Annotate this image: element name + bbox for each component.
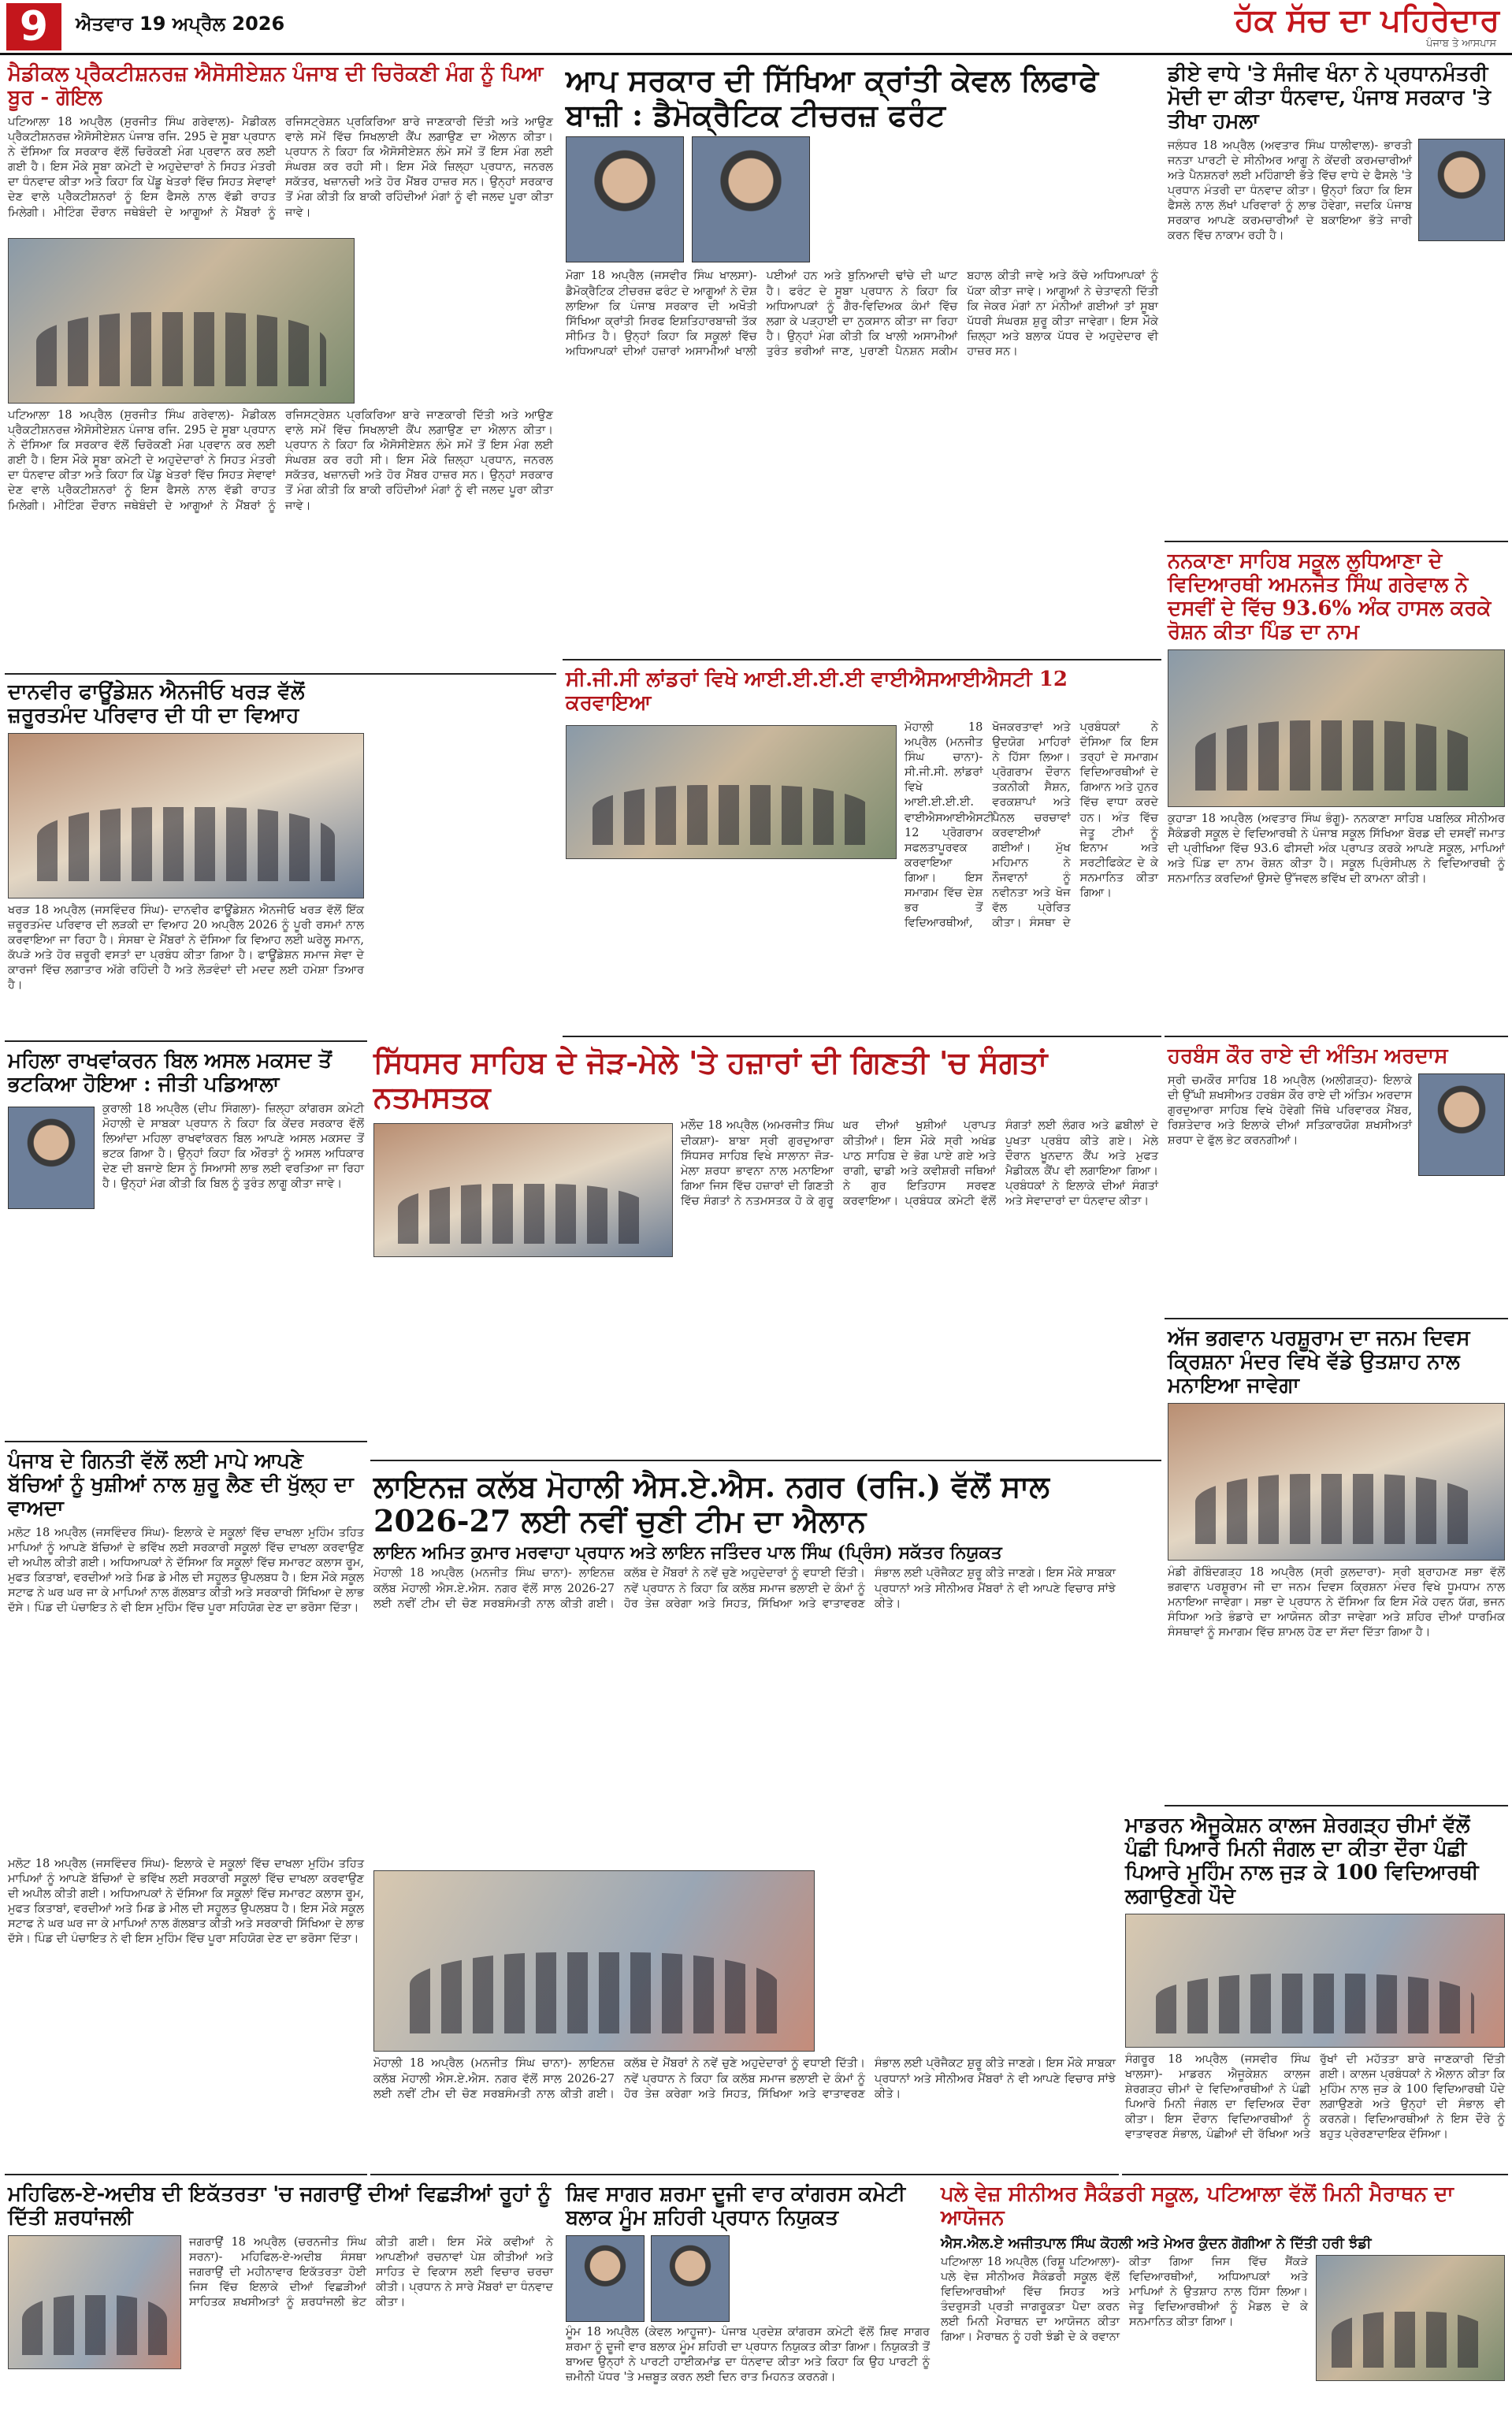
portrait-photo (1418, 1073, 1505, 1176)
story-cgc (563, 667, 1161, 1037)
portrait-photo (692, 136, 810, 262)
issue-date: ਐਤਵਾਰ 19 ਅਪ੍ਰੈਲ 2026 (76, 13, 285, 35)
article-body: ਸੰਗਰੂਰ 18 ਅਪ੍ਰੈਲ (ਜਸਵੀਰ ਸਿੰਘ ਖਾਲਸਾ)- ਮਾਡਰਨ ਐਜੂਕੇਸ਼ਨ ਕਾਲਜ ਸ਼ੇਰਗੜ੍ਹ ਚੀਮਾਂ ਦੇ ਵਿਦਿਆਰਥੀਆਂ ਨੇ ਪੰਛੀ ਪਿਆਰੇ ਮਿਨੀ ਜੰਗਲ ਦਾ ਵਿਦਿਅਕ ਦੌਰਾ ਕੀਤਾ। ਇਸ ਦੌਰਾਨ ਵਿਦਿਆਰਥੀਆਂ ਨੂੰ ਵਾਤਾਵਰਣ ਸੰਭਾਲ, ਪੰਛੀਆਂ ਦੀ ਰੱਖਿਆ ਅਤੇ ਰੁੱਖਾਂ ਦੀ ਮਹੱਤਤਾ ਬਾਰੇ ਜਾਣਕਾਰੀ ਦਿੱਤੀ ਗਈ। ਕਾਲਜ ਪ੍ਰਬੰਧਕਾਂ ਨੇ ਐਲਾਨ ਕੀਤਾ ਕਿ ਮੁਹਿੰਮ ਨਾਲ ਜੁੜ ਕੇ 100 ਵਿਦਿਆਰਥੀ ਪੌਦੇ ਲਗਾਉਣਗੇ ਅਤੇ ਉਨ੍ਹਾਂ ਦੀ ਸੰਭਾਲ ਵੀ ਕਰਨਗੇ। ਵਿਦਿਆਰਥੀਆਂ ਨੇ ਇਸ ਦੌਰੇ ਨੂੰ ਬਹੁਤ ਪ੍ਰੇਰਣਾਦਾਇਕ ਦੱਸਿਆ। (1125, 2052, 1505, 2141)
story-playways (938, 2182, 1508, 2406)
news-photo (1168, 649, 1505, 807)
portrait-photo (8, 1107, 95, 1209)
story-modern (1122, 1813, 1508, 2175)
headline: ਮਹਿਫਿਲ-ਏ-ਅਦੀਬ ਦੀ ਇਕੱਤਰਤਾ 'ਚ ਜਗਰਾਉਂ ਦੀਆਂ ਵਿਛੜੀਆਂ ਰੂਹਾਂ ਨੂੰ ਦਿੱਤੀ ਸ਼ਰਧਾਂਜਲੀ (8, 2182, 552, 2230)
article-body: ਮੋਗਾ 18 ਅਪ੍ਰੈਲ (ਜਸਵੀਰ ਸਿੰਘ ਖਾਲਸਾ)- ਡੈਮੋਕ੍ਰੈਟਿਕ ਟੀਚਰਜ਼ ਫਰੰਟ ਦੇ ਆਗੂਆਂ ਨੇ ਦੋਸ਼ ਲਾਇਆ ਕਿ ਪੰਜਾਬ ਸਰਕਾਰ ਦੀ ਅਖੌਤੀ ਸਿੱਖਿਆ ਕ੍ਰਾਂਤੀ ਸਿਰਫ ਇਸ਼ਤਿਹਾਰਬਾਜ਼ੀ ਤੱਕ ਸੀਮਿਤ ਹੈ। ਉਨ੍ਹਾਂ ਕਿਹਾ ਕਿ ਸਕੂਲਾਂ ਵਿੱਚ ਅਧਿਆਪਕਾਂ ਦੀਆਂ ਹਜ਼ਾਰਾਂ ਅਸਾਮੀਆਂ ਖਾਲੀ ਪਈਆਂ ਹਨ ਅਤੇ ਬੁਨਿਆਦੀ ਢਾਂਚੇ ਦੀ ਘਾਟ ਹੈ। ਫਰੰਟ ਦੇ ਸੂਬਾ ਪ੍ਰਧਾਨ ਨੇ ਕਿਹਾ ਕਿ ਅਧਿਆਪਕਾਂ ਨੂੰ ਗੈਰ-ਵਿਦਿਅਕ ਕੰਮਾਂ ਵਿੱਚ ਲਗਾ ਕੇ ਪੜ੍ਹਾਈ ਦਾ ਨੁਕਸਾਨ ਕੀਤਾ ਜਾ ਰਿਹਾ ਹੈ। ਉਨ੍ਹਾਂ ਮੰਗ ਕੀਤੀ ਕਿ ਖਾਲੀ ਅਸਾਮੀਆਂ ਤੁਰੰਤ ਭਰੀਆਂ ਜਾਣ, ਪੁਰਾਣੀ ਪੈਨਸ਼ਨ ਸਕੀਮ ਬਹਾਲ ਕੀਤੀ ਜਾਵੇ ਅਤੇ ਕੱਚੇ ਅਧਿਆਪਕਾਂ ਨੂੰ ਪੱਕਾ ਕੀਤਾ ਜਾਵੇ। ਆਗੂਆਂ ਨੇ ਚੇਤਾਵਨੀ ਦਿੱਤੀ ਕਿ ਜੇਕਰ ਮੰਗਾਂ ਨਾ ਮੰਨੀਆਂ ਗਈਆਂ ਤਾਂ ਸੂਬਾ ਪੱਧਰੀ ਸੰਘਰਸ਼ ਸ਼ੁਰੂ ਕੀਤਾ ਜਾਵੇਗਾ। ਇਸ ਮੌਕੇ ਜ਼ਿਲ੍ਹਾ ਅਤੇ ਬਲਾਕ ਪੱਧਰ ਦੇ ਅਹੁਦੇਦਾਰ ਵੀ ਹਾਜ਼ਰ ਸਨ। (566, 270, 1158, 358)
story-medical (5, 61, 556, 675)
article-body: ਪਟਿਆਲਾ 18 ਅਪ੍ਰੈਲ (ਸੁਰਜੀਤ ਸਿੰਘ ਗਰੇਵਾਲ)- ਮੈਡੀਕਲ ਪ੍ਰੈਕਟੀਸ਼ਨਰਜ਼ ਐਸੋਸੀਏਸ਼ਨ ਪੰਜਾਬ ਰਜਿ. 295 ਦੇ ਸੂਬਾ ਪ੍ਰਧਾਨ ਨੇ ਦੱਸਿਆ ਕਿ ਸਰਕਾਰ ਵੱਲੋਂ ਚਿਰੋਕਣੀ ਮੰਗ ਪ੍ਰਵਾਨ ਕਰ ਲਈ ਗਈ ਹੈ। ਇਸ ਮੌਕੇ ਸੂਬਾ ਕਮੇਟੀ ਦੇ ਅਹੁਦੇਦਾਰਾਂ ਨੇ ਸਿਹਤ ਮੰਤਰੀ ਦਾ ਧੰਨਵਾਦ ਕੀਤਾ ਅਤੇ ਕਿਹਾ ਕਿ ਪੇਂਡੂ ਖੇਤਰਾਂ ਵਿੱਚ ਸਿਹਤ ਸੇਵਾਵਾਂ ਦੇਣ ਵਾਲੇ ਪ੍ਰੈਕਟੀਸ਼ਨਰਾਂ ਨੂੰ ਇਸ ਫੈਸਲੇ ਨਾਲ ਵੱਡੀ ਰਾਹਤ ਮਿਲੇਗੀ। ਮੀਟਿੰਗ ਦੌਰਾਨ ਜਥੇਬੰਦੀ ਦੇ ਆਗੂਆਂ ਨੇ ਮੈਂਬਰਾਂ ਨੂੰ ਰਜਿਸਟ੍ਰੇਸ਼ਨ ਪ੍ਰਕਿਰਿਆ ਬਾਰੇ ਜਾਣਕਾਰੀ ਦਿੱਤੀ ਅਤੇ ਆਉਣ ਵਾਲੇ ਸਮੇਂ ਵਿੱਚ ਸਿਖਲਾਈ ਕੈਂਪ ਲਗਾਉਣ ਦਾ ਐਲਾਨ ਕੀਤਾ। ਪ੍ਰਧਾਨ ਨੇ ਕਿਹਾ ਕਿ ਐਸੋਸੀਏਸ਼ਨ ਲੰਮੇ ਸਮੇਂ ਤੋਂ ਇਸ ਮੰਗ ਲਈ ਸੰਘਰਸ਼ ਕਰ ਰਹੀ ਸੀ। ਇਸ ਮੌਕੇ ਜ਼ਿਲ੍ਹਾ ਪ੍ਰਧਾਨ, ਜਨਰਲ ਸਕੱਤਰ, ਖਜ਼ਾਨਚੀ ਅਤੇ ਹੋਰ ਮੈਂਬਰ ਹਾਜ਼ਰ ਸਨ। ਉਨ੍ਹਾਂ ਸਰਕਾਰ ਤੋਂ ਮੰਗ ਕੀਤੀ ਕਿ ਬਾਕੀ ਰਹਿੰਦੀਆਂ ਮੰਗਾਂ ਨੂੰ ਵੀ ਜਲਦ ਪੂਰਾ ਕੀਤਾ ਜਾਵੇ। (8, 115, 553, 219)
news-photo (566, 725, 897, 859)
article-body: ਮੰਡੀ ਗੋਬਿੰਦਗੜ੍ਹ 18 ਅਪ੍ਰੈਲ (ਸ੍ਰੀ ਕੁਲਦਾਰਾ)- ਸ੍ਰੀ ਬ੍ਰਾਹਮਣ ਸਭਾ ਵੱਲੋਂ ਭਗਵਾਨ ਪਰਸ਼ੂਰਾਮ ਜੀ ਦਾ ਜਨਮ ਦਿਵਸ ਕ੍ਰਿਸ਼ਨਾ ਮੰਦਰ ਵਿਖੇ ਧੂਮਧਾਮ ਨਾਲ ਮਨਾਇਆ ਜਾਵੇਗਾ। ਸਭਾ ਦੇ ਪ੍ਰਧਾਨ ਨੇ ਦੱਸਿਆ ਕਿ ਇਸ ਮੌਕੇ ਹਵਨ ਯੱਗ, ਭਜਨ ਸੰਧਿਆ ਅਤੇ ਭੰਡਾਰੇ ਦਾ ਆਯੋਜਨ ਕੀਤਾ ਜਾਵੇਗਾ ਅਤੇ ਸ਼ਹਿਰ ਦੀਆਂ ਧਾਰਮਿਕ ਸੰਸਥਾਵਾਂ ਨੂੰ ਸਮਾਗਮ ਵਿੱਚ ਸ਼ਾਮਲ ਹੋਣ ਦਾ ਸੱਦਾ ਦਿੱਤਾ ਗਿਆ ਹੈ। (1168, 1565, 1505, 1639)
news-photo (1316, 2255, 1505, 2381)
article-body: ਮੋਹਾਲੀ 18 ਅਪ੍ਰੈਲ (ਮਨਜੀਤ ਸਿੰਘ ਚਾਨਾ)- ਸੀ.ਜੀ.ਸੀ. ਲਾਂਡਰਾਂ ਵਿਖੇ ਆਈ.ਈ.ਈ.ਈ. ਵਾਈਐਸਆਈਐਸਟੀ 12 ਪ੍ਰੋਗਰਾਮ ਸਫਲਤਾਪੂਰਵਕ ਕਰਵਾਇਆ ਗਿਆ। ਇਸ ਸਮਾਗਮ ਵਿੱਚ ਦੇਸ਼ ਭਰ ਤੋਂ ਵਿਦਿਆਰਥੀਆਂ, ਖੋਜਕਰਤਾਵਾਂ ਅਤੇ ਉਦਯੋਗ ਮਾਹਿਰਾਂ ਨੇ ਹਿੱਸਾ ਲਿਆ। ਪ੍ਰੋਗਰਾਮ ਦੌਰਾਨ ਤਕਨੀਕੀ ਸੈਸ਼ਨ, ਵਰਕਸ਼ਾਪਾਂ ਅਤੇ ਪੈਨਲ ਚਰਚਾਵਾਂ ਕਰਵਾਈਆਂ ਗਈਆਂ। ਮੁੱਖ ਮਹਿਮਾਨ ਨੇ ਨੌਜਵਾਨਾਂ ਨੂੰ ਨਵੀਨਤਾ ਅਤੇ ਖੋਜ ਵੱਲ ਪ੍ਰੇਰਿਤ ਕੀਤਾ। ਸੰਸਥਾ ਦੇ ਪ੍ਰਬੰਧਕਾਂ ਨੇ ਦੱਸਿਆ ਕਿ ਇਸ ਤਰ੍ਹਾਂ ਦੇ ਸਮਾਗਮ ਵਿਦਿਆਰਥੀਆਂ ਦੇ ਗਿਆਨ ਅਤੇ ਹੁਨਰ ਵਿੱਚ ਵਾਧਾ ਕਰਦੇ ਹਨ। ਅੰਤ ਵਿੱਚ ਜੇਤੂ ਟੀਮਾਂ ਨੂੰ ਇਨਾਮ ਅਤੇ ਸਰਟੀਫਿਕੇਟ ਦੇ ਕੇ ਸਨਮਾਨਿਤ ਕੀਤਾ ਗਿਆ। (905, 720, 1158, 930)
portrait-photo (566, 2235, 645, 2322)
news-photo (8, 733, 364, 899)
story-punjab (5, 1449, 367, 2175)
subheadline: ਲਾਇਨ ਅਮਿਤ ਕੁਮਾਰ ਮਰਵਾਹਾ ਪ੍ਰਧਾਨ ਅਤੇ ਲਾਇਨ ਜਤਿੰਦਰ ਪਾਲ ਸਿੰਘ (ਪ੍ਰਿੰਸ) ਸਕੱਤਰ ਨਿਯੁਕਤ (373, 1542, 1002, 1564)
article-body: ਸ੍ਰੀ ਚਮਕੌਰ ਸਾਹਿਬ 18 ਅਪ੍ਰੈਲ (ਅਲੀਗੜ੍ਹ)- ਇਲਾਕੇ ਦੀ ਉੱਘੀ ਸ਼ਖਸੀਅਤ ਹਰਬੰਸ ਕੌਰ ਰਾਏ ਦੀ ਅੰਤਿਮ ਅਰਦਾਸ ਗੁਰਦੁਆਰਾ ਸਾਹਿਬ ਵਿਖੇ ਹੋਵੇਗੀ ਜਿੱਥੇ ਪਰਿਵਾਰਕ ਮੈਂਬਰ, ਰਿਸ਼ਤੇਦਾਰ ਅਤੇ ਇਲਾਕੇ ਦੀਆਂ ਸਤਿਕਾਰਯੋਗ ਸ਼ਖਸੀਅਤਾਂ ਸ਼ਰਧਾ ਦੇ ਫੁੱਲ ਭੇਟ ਕਰਨਗੀਆਂ। (1168, 1073, 1412, 1148)
page-number: 9 (6, 3, 61, 50)
article-body: ਮੋਹਾਲੀ 18 ਅਪ੍ਰੈਲ (ਮਨਜੀਤ ਸਿੰਘ ਚਾਨਾ)- ਲਾਇਨਜ਼ ਕਲੱਬ ਮੋਹਾਲੀ ਐਸ.ਏ.ਐਸ. ਨਗਰ ਵੱਲੋਂ ਸਾਲ 2026-27 ਲਈ ਨਵੀਂ ਟੀਮ ਦੀ ਚੋਣ ਸਰਬਸੰਮਤੀ ਨਾਲ ਕੀਤੀ ਗਈ। ਕਲੱਬ ਦੇ ਮੈਂਬਰਾਂ ਨੇ ਨਵੇਂ ਚੁਣੇ ਅਹੁਦੇਦਾਰਾਂ ਨੂੰ ਵਧਾਈ ਦਿੱਤੀ। ਨਵੇਂ ਪ੍ਰਧਾਨ ਨੇ ਕਿਹਾ ਕਿ ਕਲੱਬ ਸਮਾਜ ਭਲਾਈ ਦੇ ਕੰਮਾਂ ਨੂੰ ਹੋਰ ਤੇਜ਼ ਕਰੇਗਾ ਅਤੇ ਸਿਹਤ, ਸਿੱਖਿਆ ਅਤੇ ਵਾਤਾਵਰਣ ਸੰਭਾਲ ਲਈ ਪ੍ਰੋਜੈਕਟ ਸ਼ੁਰੂ ਕੀਤੇ ਜਾਣਗੇ। ਇਸ ਮੌਕੇ ਸਾਬਕਾ ਪ੍ਰਧਾਨਾਂ ਅਤੇ ਸੀਨੀਅਰ ਮੈਂਬਰਾਂ ਨੇ ਵੀ ਆਪਣੇ ਵਿਚਾਰ ਸਾਂਝੇ ਕੀਤੇ। (373, 1567, 1116, 1610)
masthead (0, 0, 1512, 55)
portrait-photo (1418, 139, 1505, 241)
headline: ਲਾਇਨਜ਼ ਕਲੱਬ ਮੋਹਾਲੀ ਐਸ.ਏ.ਐਸ. ਨਗਰ (ਰਜਿ.) ਵੱਲੋਂ ਸਾਲ 2026-27 ਲਈ ਨਵੀਂ ਚੁਣੀ ਟੀਮ ਦਾ ਐਲਾਨ (373, 1468, 1049, 1539)
headline: ਮੈਡੀਕਲ ਪ੍ਰੈਕਟੀਸ਼ਨਰਜ਼ ਐਸੋਸੀਏਸ਼ਨ ਪੰਜਾਬ ਦੀ ਚਿਰੋਕਣੀ ਮੰਗ ਨੂੰ ਪਿਆ ਬੂਰ - ਗੋਇਲ (8, 62, 544, 110)
portrait-photo (566, 136, 684, 262)
story-sanjeev (1165, 61, 1508, 542)
headline: ਪੰਜਾਬ ਦੇ ਗਿਨਤੀ ਵੱਲੋਂ ਲਈ ਮਾਪੇ ਆਪਣੇ ਬੱਚਿਆਂ ਨੂੰ ਖੁਸ਼ੀਆਂ ਨਾਲ ਸ਼ੁਰੂ ਲੈਣ ਦੀ ਖੁੱਲ੍ਹ ਦਾ ਵਾਅਦਾ (8, 1449, 354, 1520)
news-photo (8, 238, 355, 404)
headline: ਸ਼ਿਵ ਸਾਗਰ ਸ਼ਰਮਾ ਦੂਜੀ ਵਾਰ ਕਾਂਗਰਸ ਕਮੇਟੀ ਬਲਾਕ ਮੂੰਮ ਸ਼ਹਿਰੀ ਪ੍ਰਧਾਨ ਨਿਯੁਕਤ (566, 2182, 906, 2230)
news-photo (373, 1870, 815, 2052)
brand-subtitle: ਪੰਜਾਬ ਤੇ ਆਸਪਾਸ (1426, 38, 1496, 50)
article-body: ਪਟਿਆਲਾ 18 ਅਪ੍ਰੈਲ (ਸੁਰਜੀਤ ਸਿੰਘ ਗਰੇਵਾਲ)- ਮੈਡੀਕਲ ਪ੍ਰੈਕਟੀਸ਼ਨਰਜ਼ ਐਸੋਸੀਏਸ਼ਨ ਪੰਜਾਬ ਰਜਿ. 295 ਦੇ ਸੂਬਾ ਪ੍ਰਧਾਨ ਨੇ ਦੱਸਿਆ ਕਿ ਸਰਕਾਰ ਵੱਲੋਂ ਚਿਰੋਕਣੀ ਮੰਗ ਪ੍ਰਵਾਨ ਕਰ ਲਈ ਗਈ ਹੈ। ਇਸ ਮੌਕੇ ਸੂਬਾ ਕਮੇਟੀ ਦੇ ਅਹੁਦੇਦਾਰਾਂ ਨੇ ਸਿਹਤ ਮੰਤਰੀ ਦਾ ਧੰਨਵਾਦ ਕੀਤਾ ਅਤੇ ਕਿਹਾ ਕਿ ਪੇਂਡੂ ਖੇਤਰਾਂ ਵਿੱਚ ਸਿਹਤ ਸੇਵਾਵਾਂ ਦੇਣ ਵਾਲੇ ਪ੍ਰੈਕਟੀਸ਼ਨਰਾਂ ਨੂੰ ਇਸ ਫੈਸਲੇ ਨਾਲ ਵੱਡੀ ਰਾਹਤ ਮਿਲੇਗੀ। ਮੀਟਿੰਗ ਦੌਰਾਨ ਜਥੇਬੰਦੀ ਦੇ ਆਗੂਆਂ ਨੇ ਮੈਂਬਰਾਂ ਨੂੰ ਰਜਿਸਟ੍ਰੇਸ਼ਨ ਪ੍ਰਕਿਰਿਆ ਬਾਰੇ ਜਾਣਕਾਰੀ ਦਿੱਤੀ ਅਤੇ ਆਉਣ ਵਾਲੇ ਸਮੇਂ ਵਿੱਚ ਸਿਖਲਾਈ ਕੈਂਪ ਲਗਾਉਣ ਦਾ ਐਲਾਨ ਕੀਤਾ। ਪ੍ਰਧਾਨ ਨੇ ਕਿਹਾ ਕਿ ਐਸੋਸੀਏਸ਼ਨ ਲੰਮੇ ਸਮੇਂ ਤੋਂ ਇਸ ਮੰਗ ਲਈ ਸੰਘਰਸ਼ ਕਰ ਰਹੀ ਸੀ। ਇਸ ਮੌਕੇ ਜ਼ਿਲ੍ਹਾ ਪ੍ਰਧਾਨ, ਜਨਰਲ ਸਕੱਤਰ, ਖਜ਼ਾਨਚੀ ਅਤੇ ਹੋਰ ਮੈਂਬਰ ਹਾਜ਼ਰ ਸਨ। ਉਨ੍ਹਾਂ ਸਰਕਾਰ ਤੋਂ ਮੰਗ ਕੀਤੀ ਕਿ ਬਾਕੀ ਰਹਿੰਦੀਆਂ ਮੰਗਾਂ ਨੂੰ ਵੀ ਜਲਦ ਪੂਰਾ ਕੀਤਾ ਜਾਵੇ। (8, 408, 553, 512)
article-body: ਮਲੋਟ 18 ਅਪ੍ਰੈਲ (ਜਸਵਿੰਦਰ ਸਿੰਘ)- ਇਲਾਕੇ ਦੇ ਸਕੂਲਾਂ ਵਿੱਚ ਦਾਖਲਾ ਮੁਹਿੰਮ ਤਹਿਤ ਮਾਪਿਆਂ ਨੂੰ ਆਪਣੇ ਬੱਚਿਆਂ ਦੇ ਭਵਿੱਖ ਲਈ ਸਰਕਾਰੀ ਸਕੂਲਾਂ ਵਿੱਚ ਦਾਖਲਾ ਕਰਵਾਉਣ ਦੀ ਅਪੀਲ ਕੀਤੀ ਗਈ। ਅਧਿਆਪਕਾਂ ਨੇ ਦੱਸਿਆ ਕਿ ਸਕੂਲਾਂ ਵਿੱਚ ਸਮਾਰਟ ਕਲਾਸ ਰੂਮ, ਮੁਫਤ ਕਿਤਾਬਾਂ, ਵਰਦੀਆਂ ਅਤੇ ਮਿਡ ਡੇ ਮੀਲ ਦੀ ਸਹੂਲਤ ਉਪਲਬਧ ਹੈ। ਇਸ ਮੌਕੇ ਸਕੂਲ ਸਟਾਫ ਨੇ ਘਰ ਘਰ ਜਾ ਕੇ ਮਾਪਿਆਂ ਨਾਲ ਗੱਲਬਾਤ ਕੀਤੀ ਅਤੇ ਸਰਕਾਰੀ ਸਿੱਖਿਆ ਦੇ ਲਾਭ ਦੱਸੇ। ਪਿੰਡ ਦੀ ਪੰਚਾਇਤ ਨੇ ਵੀ ਇਸ ਮੁਹਿੰਮ ਵਿੱਚ ਪੂਰਾ ਸਹਿਯੋਗ ਦੇਣ ਦਾ ਭਰੋਸਾ ਦਿੱਤਾ। (8, 1857, 364, 1946)
news-photo (373, 1123, 673, 1257)
article-body: ਖਰੜ 18 ਅਪ੍ਰੈਲ (ਜਸਵਿੰਦਰ ਸਿੰਘ)- ਦਾਨਵੀਰ ਫਾਊਂਡੇਸ਼ਨ ਐਨਜੀਓ ਖਰੜ ਵੱਲੋਂ ਇੱਕ ਜ਼ਰੂਰਤਮੰਦ ਪਰਿਵਾਰ ਦੀ ਲੜਕੀ ਦਾ ਵਿਆਹ 20 ਅਪ੍ਰੈਲ 2026 ਨੂੰ ਪੂਰੀ ਰਸਮਾਂ ਨਾਲ ਕਰਵਾਇਆ ਜਾ ਰਿਹਾ ਹੈ। ਸੰਸਥਾ ਦੇ ਮੈਂਬਰਾਂ ਨੇ ਦੱਸਿਆ ਕਿ ਵਿਆਹ ਲਈ ਘਰੇਲੂ ਸਮਾਨ, ਕੱਪੜੇ ਅਤੇ ਹੋਰ ਜ਼ਰੂਰੀ ਵਸਤਾਂ ਦਾ ਪ੍ਰਬੰਧ ਕੀਤਾ ਗਿਆ ਹੈ। ਫਾਊਂਡੇਸ਼ਨ ਸਮਾਜ ਸੇਵਾ ਦੇ ਕਾਰਜਾਂ ਵਿੱਚ ਲਗਾਤਾਰ ਅੱਗੇ ਰਹਿੰਦੀ ਹੈ ਅਤੇ ਲੋੜਵੰਦਾਂ ਦੀ ਮਦਦ ਲਈ ਹਮੇਸ਼ਾ ਤਿਆਰ ਹੈ। (8, 903, 364, 992)
headline: ਅੱਜ ਭਗਵਾਨ ਪਰਸ਼ੂਰਾਮ ਦਾ ਜਨਮ ਦਿਵਸ ਕ੍ਰਿਸ਼ਨਾ ਮੰਦਰ ਵਿਖੇ ਵੱਡੇ ਉਤਸ਼ਾਹ ਨਾਲ ਮਨਾਇਆ ਜਾਵੇਗਾ (1168, 1326, 1470, 1397)
article-body: ਜਲੰਧਰ 18 ਅਪ੍ਰੈਲ (ਅਵਤਾਰ ਸਿੰਘ ਧਾਲੀਵਾਲ)- ਭਾਰਤੀ ਜਨਤਾ ਪਾਰਟੀ ਦੇ ਸੀਨੀਅਰ ਆਗੂ ਨੇ ਕੇਂਦਰੀ ਕਰਮਚਾਰੀਆਂ ਅਤੇ ਪੈਨਸ਼ਨਰਾਂ ਲਈ ਮਹਿੰਗਾਈ ਭੱਤੇ ਵਿੱਚ ਵਾਧੇ ਦੇ ਫੈਸਲੇ 'ਤੇ ਪ੍ਰਧਾਨ ਮੰਤਰੀ ਦਾ ਧੰਨਵਾਦ ਕੀਤਾ। ਉਨ੍ਹਾਂ ਕਿਹਾ ਕਿ ਇਸ ਫੈਸਲੇ ਨਾਲ ਲੱਖਾਂ ਪਰਿਵਾਰਾਂ ਨੂੰ ਲਾਭ ਹੋਵੇਗਾ, ਜਦਕਿ ਪੰਜਾਬ ਸਰਕਾਰ ਆਪਣੇ ਕਰਮਚਾਰੀਆਂ ਦੇ ਬਕਾਇਆ ਭੱਤੇ ਜਾਰੀ ਕਰਨ ਵਿੱਚ ਨਾਕਾਮ ਰਹੀ ਹੈ। (1168, 139, 1412, 243)
story-shiv (563, 2182, 933, 2406)
headline: ਡੀਏ ਵਾਧੇ 'ਤੇ ਸੰਜੀਵ ਖੰਨਾ ਨੇ ਪ੍ਰਧਾਨਮੰਤਰੀ ਮੋਦੀ ਦਾ ਕੀਤਾ ਧੰਨਵਾਦ, ਪੰਜਾਬ ਸਰਕਾਰ 'ਤੇ ਤੀਖਾ ਹਮਲਾ (1168, 62, 1492, 133)
story-daanveer (5, 679, 367, 1042)
story-harbans (1165, 1044, 1508, 1319)
article-body: ਜਗਰਾਉਂ 18 ਅਪ੍ਰੈਲ (ਚਰਨਜੀਤ ਸਿੰਘ ਸਰਨਾ)- ਮਹਿਫਿਲ-ਏ-ਅਦੀਬ ਸੰਸਥਾ ਜਗਰਾਉਂ ਦੀ ਮਹੀਨਾਵਾਰ ਇਕੱਤਰਤਾ ਹੋਈ ਜਿਸ ਵਿੱਚ ਇਲਾਕੇ ਦੀਆਂ ਵਿਛੜੀਆਂ ਸਾਹਿਤਕ ਸ਼ਖਸੀਅਤਾਂ ਨੂੰ ਸ਼ਰਧਾਂਜਲੀ ਭੇਟ ਕੀਤੀ ਗਈ। ਇਸ ਮੌਕੇ ਕਵੀਆਂ ਨੇ ਆਪਣੀਆਂ ਰਚਨਾਵਾਂ ਪੇਸ਼ ਕੀਤੀਆਂ ਅਤੇ ਸਾਹਿਤ ਦੇ ਵਿਕਾਸ ਲਈ ਵਿਚਾਰ ਚਰਚਾ ਕੀਤੀ। ਪ੍ਰਧਾਨ ਨੇ ਸਾਰੇ ਮੈਂਬਰਾਂ ਦਾ ਧੰਨਵਾਦ ਕੀਤਾ। (189, 2235, 553, 2309)
headline: ਮਾਡਰਨ ਐਜੂਕੇਸ਼ਨ ਕਾਲਜ ਸ਼ੇਰਗੜ੍ਹ ਚੀਮਾਂ ਵੱਲੋਂ ਪੰਛੀ ਪਿਆਰੇ ਮਿਨੀ ਜੰਗਲ ਦਾ ਕੀਤਾ ਦੌਰਾ ਪੰਛੀ ਪਿਆਰੇ ਮੁਹਿੰਮ ਨਾਲ ਜੁੜ ਕੇ 100 ਵਿਦਿਆਰਥੀ ਲਗਾਉਣਗੇ ਪੌਦੇ (1125, 1814, 1479, 1908)
headline: ਦਾਨਵੀਰ ਫਾਊਂਡੇਸ਼ਨ ਐਨਜੀਓ ਖਰੜ ਵੱਲੋਂ ਜ਼ਰੂਰਤਮੰਦ ਪਰਿਵਾਰ ਦੀ ਧੀ ਦਾ ਵਿਆਹ (8, 680, 305, 727)
newspaper-brand: ਹੱਕ ਸੱਚ ਦਾ ਪਹਿਰੇਦਾਰ (1235, 2, 1499, 39)
headline: ਨਨਕਾਣਾ ਸਾਹਿਬ ਸਕੂਲ ਲੁਧਿਆਣਾ ਦੇ ਵਿਦਿਆਰਥੀ ਅਮਨਜੋਤ ਸਿੰਘ ਗਰੇਵਾਲ ਨੇ ਦਸਵੀਂ ਦੇ ਵਿੱਚ 93.6% ਅੰਕ ਹਾਸਲ ਕਰਕੇ ਰੋਸ਼ਨ ਕੀਤਾ ਪਿੰਡ ਦਾ ਨਾਮ (1168, 549, 1492, 644)
story-lions (370, 1468, 1119, 2175)
article-body: ਪਟਿਆਲਾ 18 ਅਪ੍ਰੈਲ (ਰਿਸ਼ੂ ਪਟਿਆਲਾ)- ਪਲੇ ਵੇਜ਼ ਸੀਨੀਅਰ ਸੈਕੰਡਰੀ ਸਕੂਲ ਵੱਲੋਂ ਵਿਦਿਆਰਥੀਆਂ ਵਿੱਚ ਸਿਹਤ ਅਤੇ ਤੰਦਰੁਸਤੀ ਪ੍ਰਤੀ ਜਾਗਰੂਕਤਾ ਪੈਦਾ ਕਰਨ ਲਈ ਮਿਨੀ ਮੈਰਾਥਨ ਦਾ ਆਯੋਜਨ ਕੀਤਾ ਗਿਆ। ਮੈਰਾਥਨ ਨੂੰ ਹਰੀ ਝੰਡੀ ਦੇ ਕੇ ਰਵਾਨਾ ਕੀਤਾ ਗਿਆ ਜਿਸ ਵਿੱਚ ਸੈਂਕੜੇ ਵਿਦਿਆਰਥੀਆਂ, ਅਧਿਆਪਕਾਂ ਅਤੇ ਮਾਪਿਆਂ ਨੇ ਉਤਸ਼ਾਹ ਨਾਲ ਹਿੱਸਾ ਲਿਆ। ਜੇਤੂ ਵਿਦਿਆਰਥੀਆਂ ਨੂੰ ਮੈਡਲ ਦੇ ਕੇ ਸਨਮਾਨਿਤ ਕੀਤਾ ਗਿਆ। (941, 2255, 1308, 2344)
article-body: ਮਲੋਟ 18 ਅਪ੍ਰੈਲ (ਜਸਵਿੰਦਰ ਸਿੰਘ)- ਇਲਾਕੇ ਦੇ ਸਕੂਲਾਂ ਵਿੱਚ ਦਾਖਲਾ ਮੁਹਿੰਮ ਤਹਿਤ ਮਾਪਿਆਂ ਨੂੰ ਆਪਣੇ ਬੱਚਿਆਂ ਦੇ ਭਵਿੱਖ ਲਈ ਸਰਕਾਰੀ ਸਕੂਲਾਂ ਵਿੱਚ ਦਾਖਲਾ ਕਰਵਾਉਣ ਦੀ ਅਪੀਲ ਕੀਤੀ ਗਈ। ਅਧਿਆਪਕਾਂ ਨੇ ਦੱਸਿਆ ਕਿ ਸਕੂਲਾਂ ਵਿੱਚ ਸਮਾਰਟ ਕਲਾਸ ਰੂਮ, ਮੁਫਤ ਕਿਤਾਬਾਂ, ਵਰਦੀਆਂ ਅਤੇ ਮਿਡ ਡੇ ਮੀਲ ਦੀ ਸਹੂਲਤ ਉਪਲਬਧ ਹੈ। ਇਸ ਮੌਕੇ ਸਕੂਲ ਸਟਾਫ ਨੇ ਘਰ ਘਰ ਜਾ ਕੇ ਮਾਪਿਆਂ ਨਾਲ ਗੱਲਬਾਤ ਕੀਤੀ ਅਤੇ ਸਰਕਾਰੀ ਸਿੱਖਿਆ ਦੇ ਲਾਭ ਦੱਸੇ। ਪਿੰਡ ਦੀ ਪੰਚਾਇਤ ਨੇ ਵੀ ਇਸ ਮੁਹਿੰਮ ਵਿੱਚ ਪੂਰਾ ਸਹਿਯੋਗ ਦੇਣ ਦਾ ਭਰੋਸਾ ਦਿੱਤਾ। (8, 1526, 364, 1615)
story-nankana (1165, 549, 1508, 1037)
news-photo (8, 2235, 181, 2369)
portrait-photo (651, 2235, 730, 2322)
article-body: ਕੁਰਾਲੀ 18 ਅਪ੍ਰੈਲ (ਦੀਪ ਸਿੰਗਲਾ)- ਜ਼ਿਲ੍ਹਾ ਕਾਂਗਰਸ ਕਮੇਟੀ ਮੋਹਾਲੀ ਦੇ ਸਾਬਕਾ ਪ੍ਰਧਾਨ ਨੇ ਕਿਹਾ ਕਿ ਕੇਂਦਰ ਸਰਕਾਰ ਵੱਲੋਂ ਲਿਆਂਦਾ ਮਹਿਲਾ ਰਾਖਵਾਂਕਰਨ ਬਿਲ ਆਪਣੇ ਅਸਲ ਮਕਸਦ ਤੋਂ ਭਟਕ ਗਿਆ ਹੈ। ਉਨ੍ਹਾਂ ਕਿਹਾ ਕਿ ਔਰਤਾਂ ਨੂੰ ਅਸਲ ਅਧਿਕਾਰ ਦੇਣ ਦੀ ਬਜਾਏ ਇਸ ਨੂੰ ਸਿਆਸੀ ਲਾਭ ਲਈ ਵਰਤਿਆ ਜਾ ਰਿਹਾ ਹੈ। ਉਨ੍ਹਾਂ ਮੰਗ ਕੀਤੀ ਕਿ ਬਿਲ ਨੂੰ ਤੁਰੰਤ ਲਾਗੂ ਕੀਤਾ ਜਾਵੇ। (102, 1102, 364, 1191)
headline: ਸਿੱਧਸਰ ਸਾਹਿਬ ਦੇ ਜੋੜ-ਮੇਲੇ 'ਤੇ ਹਜ਼ਾਰਾਂ ਦੀ ਗਿਣਤੀ 'ਚ ਸੰਗਤਾਂ ਨਤਮਸਤਕ (373, 1044, 1048, 1114)
headline: ਸੀ.ਜੀ.ਸੀ ਲਾਂਡਰਾਂ ਵਿਖੇ ਆਈ.ਈ.ਈ.ਈ ਵਾਈਐਸਆਈਐਸਟੀ 12 ਕਰਵਾਇਆ (566, 668, 1068, 715)
headline: ਹਰਬੰਸ ਕੌਰ ਰਾਏ ਦੀ ਅੰਤਿਮ ਅਰਦਾਸ (1168, 1044, 1448, 1068)
headline: ਮਹਿਲਾ ਰਾਖਵਾਂਕਰਨ ਬਿਲ ਅਸਲ ਮਕਸਦ ਤੋਂ ਭਟਕਿਆ ਹੋਇਆ : ਜੀਤੀ ਪਡਿਆਲਾ (8, 1049, 332, 1096)
article-body: ਮੂੰਮ 18 ਅਪ੍ਰੈਲ (ਕੇਵਲ ਆਹੂਜਾ)- ਪੰਜਾਬ ਪ੍ਰਦੇਸ਼ ਕਾਂਗਰਸ ਕਮੇਟੀ ਵੱਲੋਂ ਸ਼ਿਵ ਸਾਗਰ ਸ਼ਰਮਾ ਨੂੰ ਦੂਜੀ ਵਾਰ ਬਲਾਕ ਮੂੰਮ ਸ਼ਹਿਰੀ ਦਾ ਪ੍ਰਧਾਨ ਨਿਯੁਕਤ ਕੀਤਾ ਗਿਆ। ਨਿਯੁਕਤੀ ਤੋਂ ਬਾਅਦ ਉਨ੍ਹਾਂ ਨੇ ਪਾਰਟੀ ਹਾਈਕਮਾਂਡ ਦਾ ਧੰਨਵਾਦ ਕੀਤਾ ਅਤੇ ਕਿਹਾ ਕਿ ਉਹ ਪਾਰਟੀ ਨੂੰ ਜ਼ਮੀਨੀ ਪੱਧਰ 'ਤੇ ਮਜ਼ਬੂਤ ਕਰਨ ਲਈ ਦਿਨ ਰਾਤ ਮਿਹਨਤ ਕਰਨਗੇ। (566, 2325, 930, 2384)
portrait-row (566, 136, 1158, 262)
article-body: ਮੋਹਾਲੀ 18 ਅਪ੍ਰੈਲ (ਮਨਜੀਤ ਸਿੰਘ ਚਾਨਾ)- ਲਾਇਨਜ਼ ਕਲੱਬ ਮੋਹਾਲੀ ਐਸ.ਏ.ਐਸ. ਨਗਰ ਵੱਲੋਂ ਸਾਲ 2026-27 ਲਈ ਨਵੀਂ ਟੀਮ ਦੀ ਚੋਣ ਸਰਬਸੰਮਤੀ ਨਾਲ ਕੀਤੀ ਗਈ। ਕਲੱਬ ਦੇ ਮੈਂਬਰਾਂ ਨੇ ਨਵੇਂ ਚੁਣੇ ਅਹੁਦੇਦਾਰਾਂ ਨੂੰ ਵਧਾਈ ਦਿੱਤੀ। ਨਵੇਂ ਪ੍ਰਧਾਨ ਨੇ ਕਿਹਾ ਕਿ ਕਲੱਬ ਸਮਾਜ ਭਲਾਈ ਦੇ ਕੰਮਾਂ ਨੂੰ ਹੋਰ ਤੇਜ਼ ਕਰੇਗਾ ਅਤੇ ਸਿਹਤ, ਸਿੱਖਿਆ ਅਤੇ ਵਾਤਾਵਰਣ ਸੰਭਾਲ ਲਈ ਪ੍ਰੋਜੈਕਟ ਸ਼ੁਰੂ ਕੀਤੇ ਜਾਣਗੇ। ਇਸ ਮੌਕੇ ਸਾਬਕਾ ਪ੍ਰਧਾਨਾਂ ਅਤੇ ਸੀਨੀਅਰ ਮੈਂਬਰਾਂ ਨੇ ਵੀ ਆਪਣੇ ਵਿਚਾਰ ਸਾਂਝੇ ਕੀਤੇ। (373, 2057, 1116, 2100)
story-sidhsar (370, 1044, 1161, 1461)
story-mahila (5, 1048, 367, 1442)
article-body: ਕੁਹਾੜਾ 18 ਅਪ੍ਰੈਲ (ਅਵਤਾਰ ਸਿੰਘ ਭੰਗੂ)- ਨਨਕਾਣਾ ਸਾਹਿਬ ਪਬਲਿਕ ਸੀਨੀਅਰ ਸੈਕੰਡਰੀ ਸਕੂਲ ਦੇ ਵਿਦਿਆਰਥੀ ਨੇ ਪੰਜਾਬ ਸਕੂਲ ਸਿੱਖਿਆ ਬੋਰਡ ਦੀ ਦਸਵੀਂ ਜਮਾਤ ਦੀ ਪ੍ਰੀਖਿਆ ਵਿੱਚ 93.6 ਫੀਸਦੀ ਅੰਕ ਪ੍ਰਾਪਤ ਕਰਕੇ ਆਪਣੇ ਸਕੂਲ, ਮਾਪਿਆਂ ਅਤੇ ਪਿੰਡ ਦਾ ਨਾਮ ਰੋਸ਼ਨ ਕੀਤਾ ਹੈ। ਸਕੂਲ ਪ੍ਰਿੰਸੀਪਲ ਨੇ ਵਿਦਿਆਰਥੀ ਨੂੰ ਸਨਮਾਨਿਤ ਕਰਦਿਆਂ ਉਸਦੇ ਉੱਜਵਲ ਭਵਿੱਖ ਦੀ ਕਾਮਨਾ ਕੀਤੀ। (1168, 812, 1505, 886)
news-photo (1168, 1403, 1505, 1561)
story-aap (563, 61, 1161, 660)
headline: ਪਲੇ ਵੇਜ਼ ਸੀਨੀਅਰ ਸੈਕੰਡਰੀ ਸਕੂਲ, ਪਟਿਆਲਾ ਵੱਲੋਂ ਮਿਨੀ ਮੈਰਾਥਨ ਦਾ ਆਯੋਜਨ (941, 2182, 1454, 2230)
subheadline: ਐਸ.ਐਲ.ਏ ਅਜੀਤਪਾਲ ਸਿੰਘ ਕੋਹਲੀ ਅਤੇ ਮੇਅਰ ਕੁੰਦਨ ਗੋਗੀਆ ਨੇ ਦਿੱਤੀ ਹਰੀ ਝੰਡੀ (941, 2234, 1372, 2252)
story-mahfil (5, 2182, 556, 2406)
news-photo (1125, 1914, 1505, 2048)
headline: ਆਪ ਸਰਕਾਰ ਦੀ ਸਿੱਖਿਆ ਕ੍ਰਾਂਤੀ ਕੇਵਲ ਲਿਫਾਫੇ ਬਾਜ਼ੀ : ਡੈਮੋਕ੍ਰੈਟਿਕ ਟੀਚਰਜ਼ ਫਰੰਟ (566, 62, 1099, 132)
article-body: ਮਲੌਦ 18 ਅਪ੍ਰੈਲ (ਅਮਰਜੀਤ ਸਿੰਘ ਦੀਕਸ਼ਾ)- ਬਾਬਾ ਸ੍ਰੀ ਗੁਰਦੁਆਰਾ ਸਿੱਧਸਰ ਸਾਹਿਬ ਵਿਖੇ ਸਾਲਾਨਾ ਜੋੜ-ਮੇਲਾ ਸ਼ਰਧਾ ਭਾਵਨਾ ਨਾਲ ਮਨਾਇਆ ਗਿਆ ਜਿਸ ਵਿੱਚ ਹਜ਼ਾਰਾਂ ਦੀ ਗਿਣਤੀ ਵਿੱਚ ਸੰਗਤਾਂ ਨੇ ਨਤਮਸਤਕ ਹੋ ਕੇ ਗੁਰੂ ਘਰ ਦੀਆਂ ਖੁਸ਼ੀਆਂ ਪ੍ਰਾਪਤ ਕੀਤੀਆਂ। ਇਸ ਮੌਕੇ ਸ੍ਰੀ ਅਖੰਡ ਪਾਠ ਸਾਹਿਬ ਦੇ ਭੋਗ ਪਾਏ ਗਏ ਅਤੇ ਰਾਗੀ, ਢਾਡੀ ਅਤੇ ਕਵੀਸ਼ਰੀ ਜਥਿਆਂ ਨੇ ਗੁਰ ਇਤਿਹਾਸ ਸਰਵਣ ਕਰਵਾਇਆ। ਪ੍ਰਬੰਧਕ ਕਮੇਟੀ ਵੱਲੋਂ ਸੰਗਤਾਂ ਲਈ ਲੰਗਰ ਅਤੇ ਛਬੀਲਾਂ ਦੇ ਪੁਖਤਾ ਪ੍ਰਬੰਧ ਕੀਤੇ ਗਏ। ਮੇਲੇ ਦੌਰਾਨ ਖੂਨਦਾਨ ਕੈਂਪ ਅਤੇ ਮੁਫਤ ਮੈਡੀਕਲ ਕੈਂਪ ਵੀ ਲਗਾਇਆ ਗਿਆ। ਪ੍ਰਬੰਧਕਾਂ ਨੇ ਇਲਾਕੇ ਦੀਆਂ ਸੰਗਤਾਂ ਅਤੇ ਸੇਵਾਦਾਰਾਂ ਦਾ ਧੰਨਵਾਦ ਕੀਤਾ। (681, 1119, 1158, 1207)
portrait-row (566, 2235, 930, 2322)
story-parshuram (1165, 1326, 1508, 1806)
